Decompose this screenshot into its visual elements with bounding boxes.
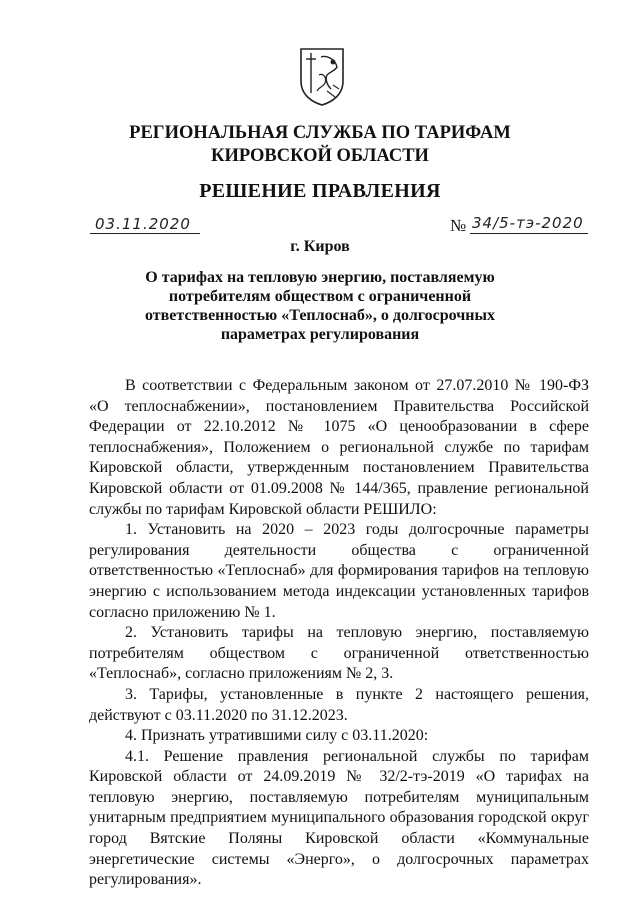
organization-name <box>0 122 640 168</box>
coat-of-arms-emblem <box>297 45 347 107</box>
number-underline <box>470 233 588 234</box>
city: г. Киров <box>290 238 350 255</box>
decision-number: 34/5-тэ-2020 <box>472 214 584 232</box>
org-line-1: РЕГИОНАЛЬНАЯ СЛУЖБА ПО ТАРИФАМ <box>129 123 511 143</box>
org-line-2: КИРОВСКОЙ ОБЛАСТИ <box>211 146 429 166</box>
item-2-paragraph: 2. Установить тарифы на тепловую энергию, поставляемую потребителям обществом с ограниченной ответственностью «Теплоснаб», согласно приложениям № 2, 3. <box>89 624 589 683</box>
subject-line-3: ответственностью «Теплоснаб», о долгосрочных <box>145 307 495 324</box>
subject-line-2: потребителям обществом с ограниченной <box>168 288 472 305</box>
decision-body <box>89 376 589 891</box>
subject-line-4: параметрах регулирования <box>220 326 420 343</box>
number-label: № <box>450 216 467 235</box>
decision-date: 03.11.2020 <box>95 215 191 233</box>
decision-subject <box>0 268 640 344</box>
item-1-paragraph: 1. Установить на 2020 – 2023 годы долгосрочные параметры регулирования деятельности общества с ограниченной ответственностью «Теплоснаб» для формирования тарифов на тепловую энергию с использованием метода индексации установленных тарифов согласно приложению № 1. <box>89 521 589 621</box>
item-4-1-paragraph: 4.1. Решение правления региональной службы по тарифам Кировской области от 24.09.2019 № 32/2-тэ-2019 «О тарифах на тепловую энергию, поставляемую потребителям муниципальным унитарным предприятием муниципального образования городской округ город Вятские Поляны Кировской области «Коммунальные энергетические системы «Энерго», о долгосрочных параметрах регулирования». <box>89 747 589 889</box>
subject-line-1: О тарифах на тепловую энергию, поставляемую <box>145 269 495 286</box>
date-underline <box>90 233 200 234</box>
item-3-paragraph: 3. Тарифы, установленные в пункте 2 настоящего решения, действуют с 03.11.2020 по 31.12.2023. <box>89 685 589 724</box>
decision-title: РЕШЕНИЕ ПРАВЛЕНИЯ <box>199 180 441 202</box>
item-4-paragraph: 4. Признать утратившими силу с 03.11.2020: <box>125 727 429 745</box>
preamble-paragraph: В соответствии с Федеральным законом от 27.07.2010 № 190-ФЗ «О теплоснабжении», постановлением Правительства Российской Федерации от 22.10.2012 № 1075 «О ценообразовании в сфере теплоснабжения», Положением о региональной службе по тарифам Кировской области, утвержденным постановлением Правительства Кировской области от 01.09.2008 № 144/365, правление региональной службы по тарифам Кировской области РЕШИЛО: <box>89 377 589 518</box>
